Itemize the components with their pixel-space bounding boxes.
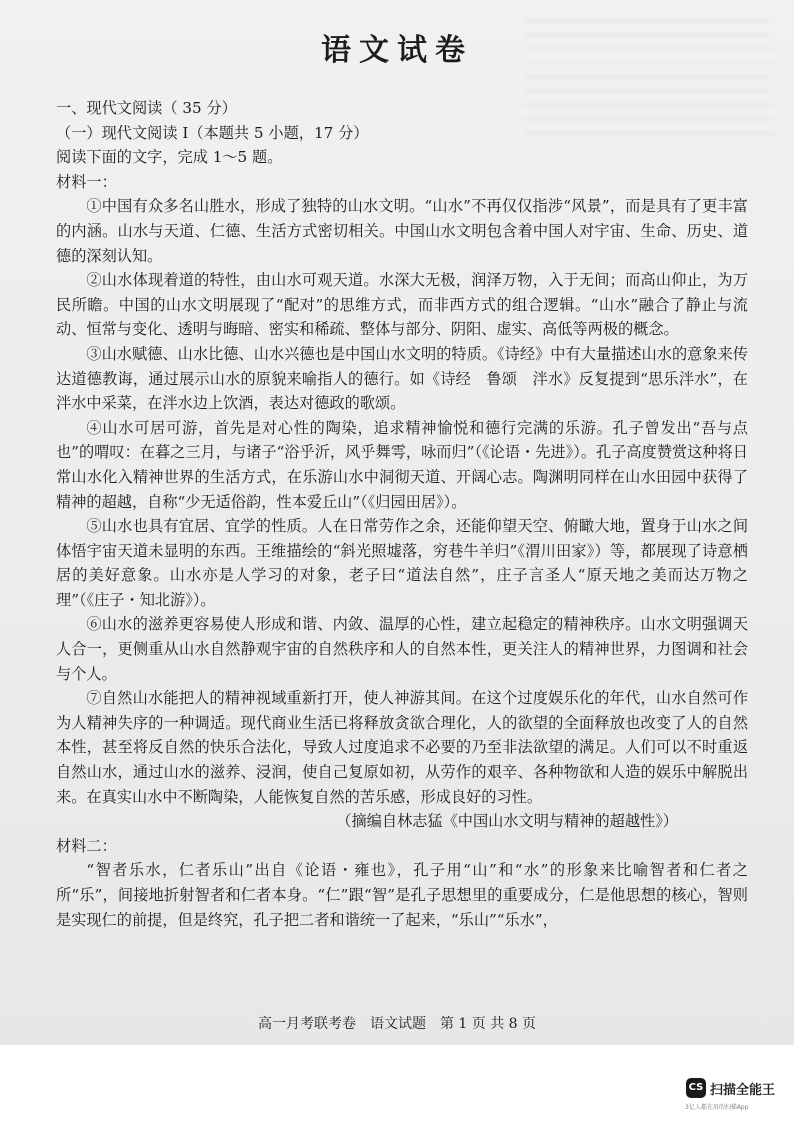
camscanner-watermark [686, 1078, 775, 1098]
instruction-text: 阅读下面的文字，完成 1～5 题。 [56, 148, 283, 167]
camscanner-brand: 扫描全能王 [710, 1082, 776, 1098]
material-two-label: 材料二： [56, 836, 117, 855]
material-one-label: 材料一： [56, 172, 117, 191]
source-citation: （摘编自林志猛《中国山水文明与精神的超越性》） [336, 812, 678, 831]
paragraph-5: ⑤山水也具有宜居、宜学的性质。人在日常劳作之余，还能仰望天空、俯瞰大地，置身于山水之间体悟宇宙天道未显明的东西。王维描绘的“斜光照墟落，穷巷牛羊归”《渭川田家》）等，都展现了诗意栖居的美好意象。山水亦是人学习的对象，老子曰“道法自然”，庄子言圣人“原天地之美而达万物之理”（《庄子・知北游》）。 [56, 517, 748, 609]
subsection-heading: （一）现代文阅读 I（本题共 5 小题，17 分） [56, 123, 369, 142]
camscanner-tagline: 3亿人都在用的扫描App [685, 1104, 749, 1111]
page-footer: 高一月考联考卷 语文试题 第 1 页 共 8 页 [257, 1016, 537, 1032]
section-heading: 一、现代文阅读（ 35 分） [56, 99, 237, 117]
paragraph-7: ⑦自然山水能把人的精神视域重新打开，使人神游其间。在这个过度娱乐化的年代，山水自然可作为人精神失序的一种调适。现代商业生活已将释放贪欲合理化，人的欲望的全面释放也改变了人的自然本性，甚至将反自然的快乐合法化，导致人过度追求不必要的乃至非法欲望的满足。人们可以不时重返自然山水，通过山水的滋养、浸润，使自己复原如初，从劳作的艰辛、各种物欲和人造的娱乐中解脱出来。在真实山水中不断陶染，人能恢复自然的苦乐感，形成良好的习性。 [56, 689, 748, 806]
paragraph-4: ④山水可居可游，首先是对心性的陶染，追求精神愉悦和德行完满的乐游。孔子曾发出“吾与点也”的喟叹：在暮之三月，与诸子“浴乎沂，风乎舞雩，咏而归”（《论语・先进》）。孔子高度赞赏这种将日常山水化入精神世界的生活方式，在乐游山水中洞彻天道、开阔心志。陶渊明同样在山水田园中获得了精神的超越，自称“少无适俗韵，性本爱丘山”（《归园田居》）。 [56, 418, 748, 511]
paragraph-2: ②山水体现着道的特性，由山水可观天道。水深大无极，润泽万物，入于无间；而高山仰止，为万民所瞻。中国的山水文明展现了“配对”的思维方式，而非西方式的组合逻辑。“山水”融合了静止与流动、恒常与变化、透明与晦暗、密实和稀疏、整体与部分、阴阳、虚实、高低等两极的概念。 [56, 271, 748, 339]
exam-title: 语文试卷 [321, 33, 473, 68]
paragraph-6: ⑥山水的滋养更容易使人形成和谐、内敛、温厚的心性，建立起稳定的精神秩序。山水文明强调天人合一，更侧重从山水自然静观宇宙的自然秩序和人的自然本性，更关注人的精神世界，力图调和社会与个人。 [56, 615, 748, 683]
paragraph-1: ①中国有众多名山胜水，形成了独特的山水文明。“山水”不再仅仅指涉“风景”，而是具有了更丰富的内涵。山水与天道、仁德、生活方式密切相关。中国山水文明包含着中国人对宇宙、生命、历史、道德的深刻认知。 [56, 197, 748, 265]
camscanner-logo-icon: CS [686, 1078, 706, 1098]
paragraph-3: ③山水赋德、山水比德、山水兴德也是中国山水文明的特质。《诗经》中有大量描述山水的意象来传达道德教诲，通过展示山水的原貌来喻指人的德行。如《诗经 鲁颂 泮水》反复提到“思乐泮水”，在泮水中采菜，在泮水边上饮酒，表达对德政的歌颂。 [56, 344, 748, 413]
reading-section [56, 96, 748, 932]
material-two-paragraph: “智者乐水，仁者乐山”出自《论语・雍也》，孔子用“山”和“水”的形象来比喻智者和仁者之所“乐”，间接地折射智者和仁者本身。“仁”跟“智”是孔子思想里的重要成分，仁是他思想的核心，智则是实现仁的前提，但是终究，孔子把二者和谐统一了起来，“乐山”“乐水”， [56, 861, 748, 929]
